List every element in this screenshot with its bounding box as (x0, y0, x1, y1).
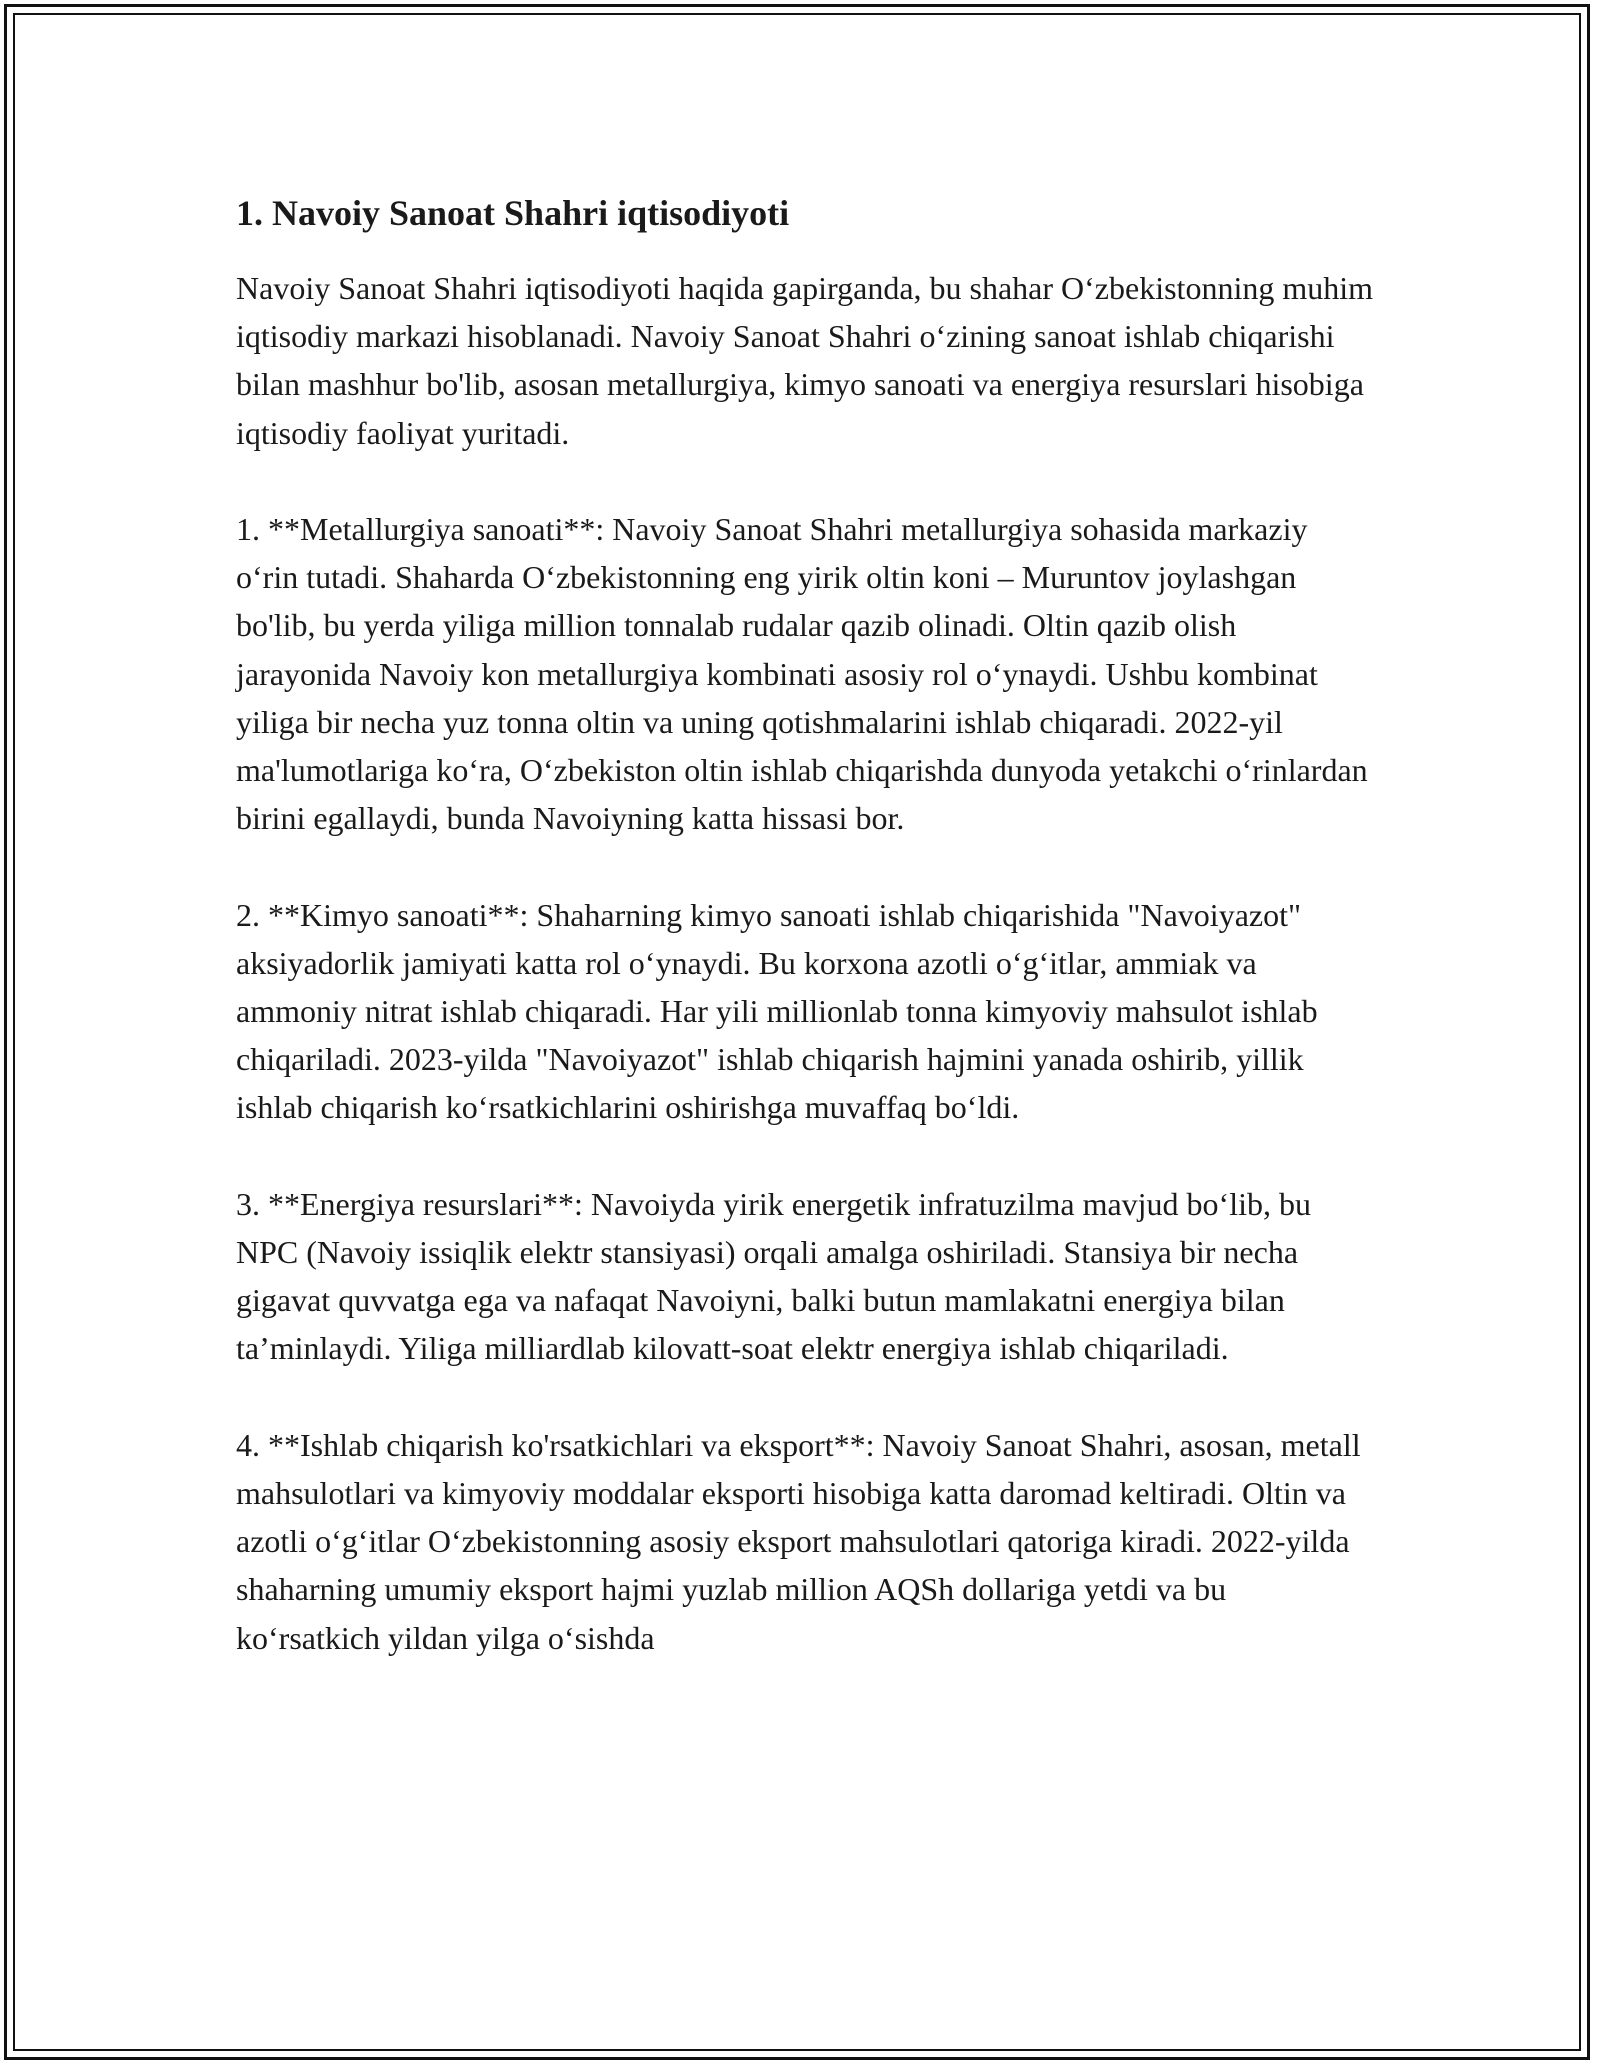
energy-resources-paragraph: 3. **Energiya resurslari**: Navoiyda yirik energetik infratuzilma mavjud bo‘lib, bu NPC (Navoiy issiqlik elektr stansiyasi) orqali amalga oshiriladi. Stansiya bir necha gigavat quvvatga ega va nafaqat Navoiyni, balki butun mamlakatni energiya bilan ta’minlaydi. Yiliga milliardlab kilovatt-soat elektr energiya ishlab chiqariladi. (236, 1185, 1311, 1367)
chemical-industry-paragraph: 2. **Kimyo sanoati**: Shaharning kimyo sanoati ishlab chiqarishida "Navoiyazot" aksiyadorlik jamiyati katta rol o‘ynaydi. Bu korxona azotli o‘g‘itlar, ammiak va ammoniy nitrat ishlab chiqaradi. Har yili millionlab tonna kimyoviy mahsulot ishlab chiqariladi. 2023-yilda "Navoiyazot" ishlab chiqarish hajmini yanada oshirib, yillik ishlab chiqarish ko‘rsatkichlarini oshirishga muvaffaq bo‘ldi. (236, 896, 1318, 1126)
intro-paragraph: Navoiy Sanoat Shahri iqtisodiyoti haqida gapirganda, bu shahar O‘zbekistonning muhim iqtisodiy markazi hisoblanadi. Navoiy Sanoat Shahri o‘zining sanoat ishlab chiqarishi bilan mashhur bo'lib, asosan metallurgiya, kimyo sanoati va energiya resurslari hisobiga iqtisodiy faoliyat yuritadi. (236, 270, 1373, 451)
export-paragraph: 4. **Ishlab chiqarish ko'rsatkichlari va eksport**: Navoiy Sanoat Shahri, asosan, metall mahsulotlari va kimyoviy moddalar eksporti hisobiga katta daromad keltiradi. Oltin va azotli o‘g‘itlar O‘zbekistonning asosiy eksport mahsulotlari qatoriga kiradi. 2022-yilda shaharning umumiy eksport hajmi yuzlab million AQSh dollariga yetdi va bu ko‘rsatkich yildan yilga o‘sishda (236, 1426, 1361, 1656)
document-body (236, 188, 1376, 1710)
document-title: 1. Navoiy Sanoat Shahri iqtisodiyoti (236, 193, 790, 233)
metallurgy-paragraph: 1. **Metallurgiya sanoati**: Navoiy Sanoat Shahri metallurgiya sohasida markaziy o‘rin tutadi. Shaharda O‘zbekistonning eng yirik oltin koni – Muruntov joylashgan bo'lib, bu yerda yiliga million tonnalab rudalar qazib olinadi. Oltin qazib olish jarayonida Navoiy kon metallurgiya kombinati asosiy rol o‘ynaydi. Ushbu kombinat yiliga bir necha yuz tonna oltin va uning qotishmalarini ishlab chiqaradi. 2022-yil ma'lumotlariga ko‘ra, O‘zbekiston oltin ishlab chiqarishda dunyoda yetakchi o‘rinlardan birini egallaydi, bunda Navoiyning katta hissasi bor. (236, 511, 1368, 837)
